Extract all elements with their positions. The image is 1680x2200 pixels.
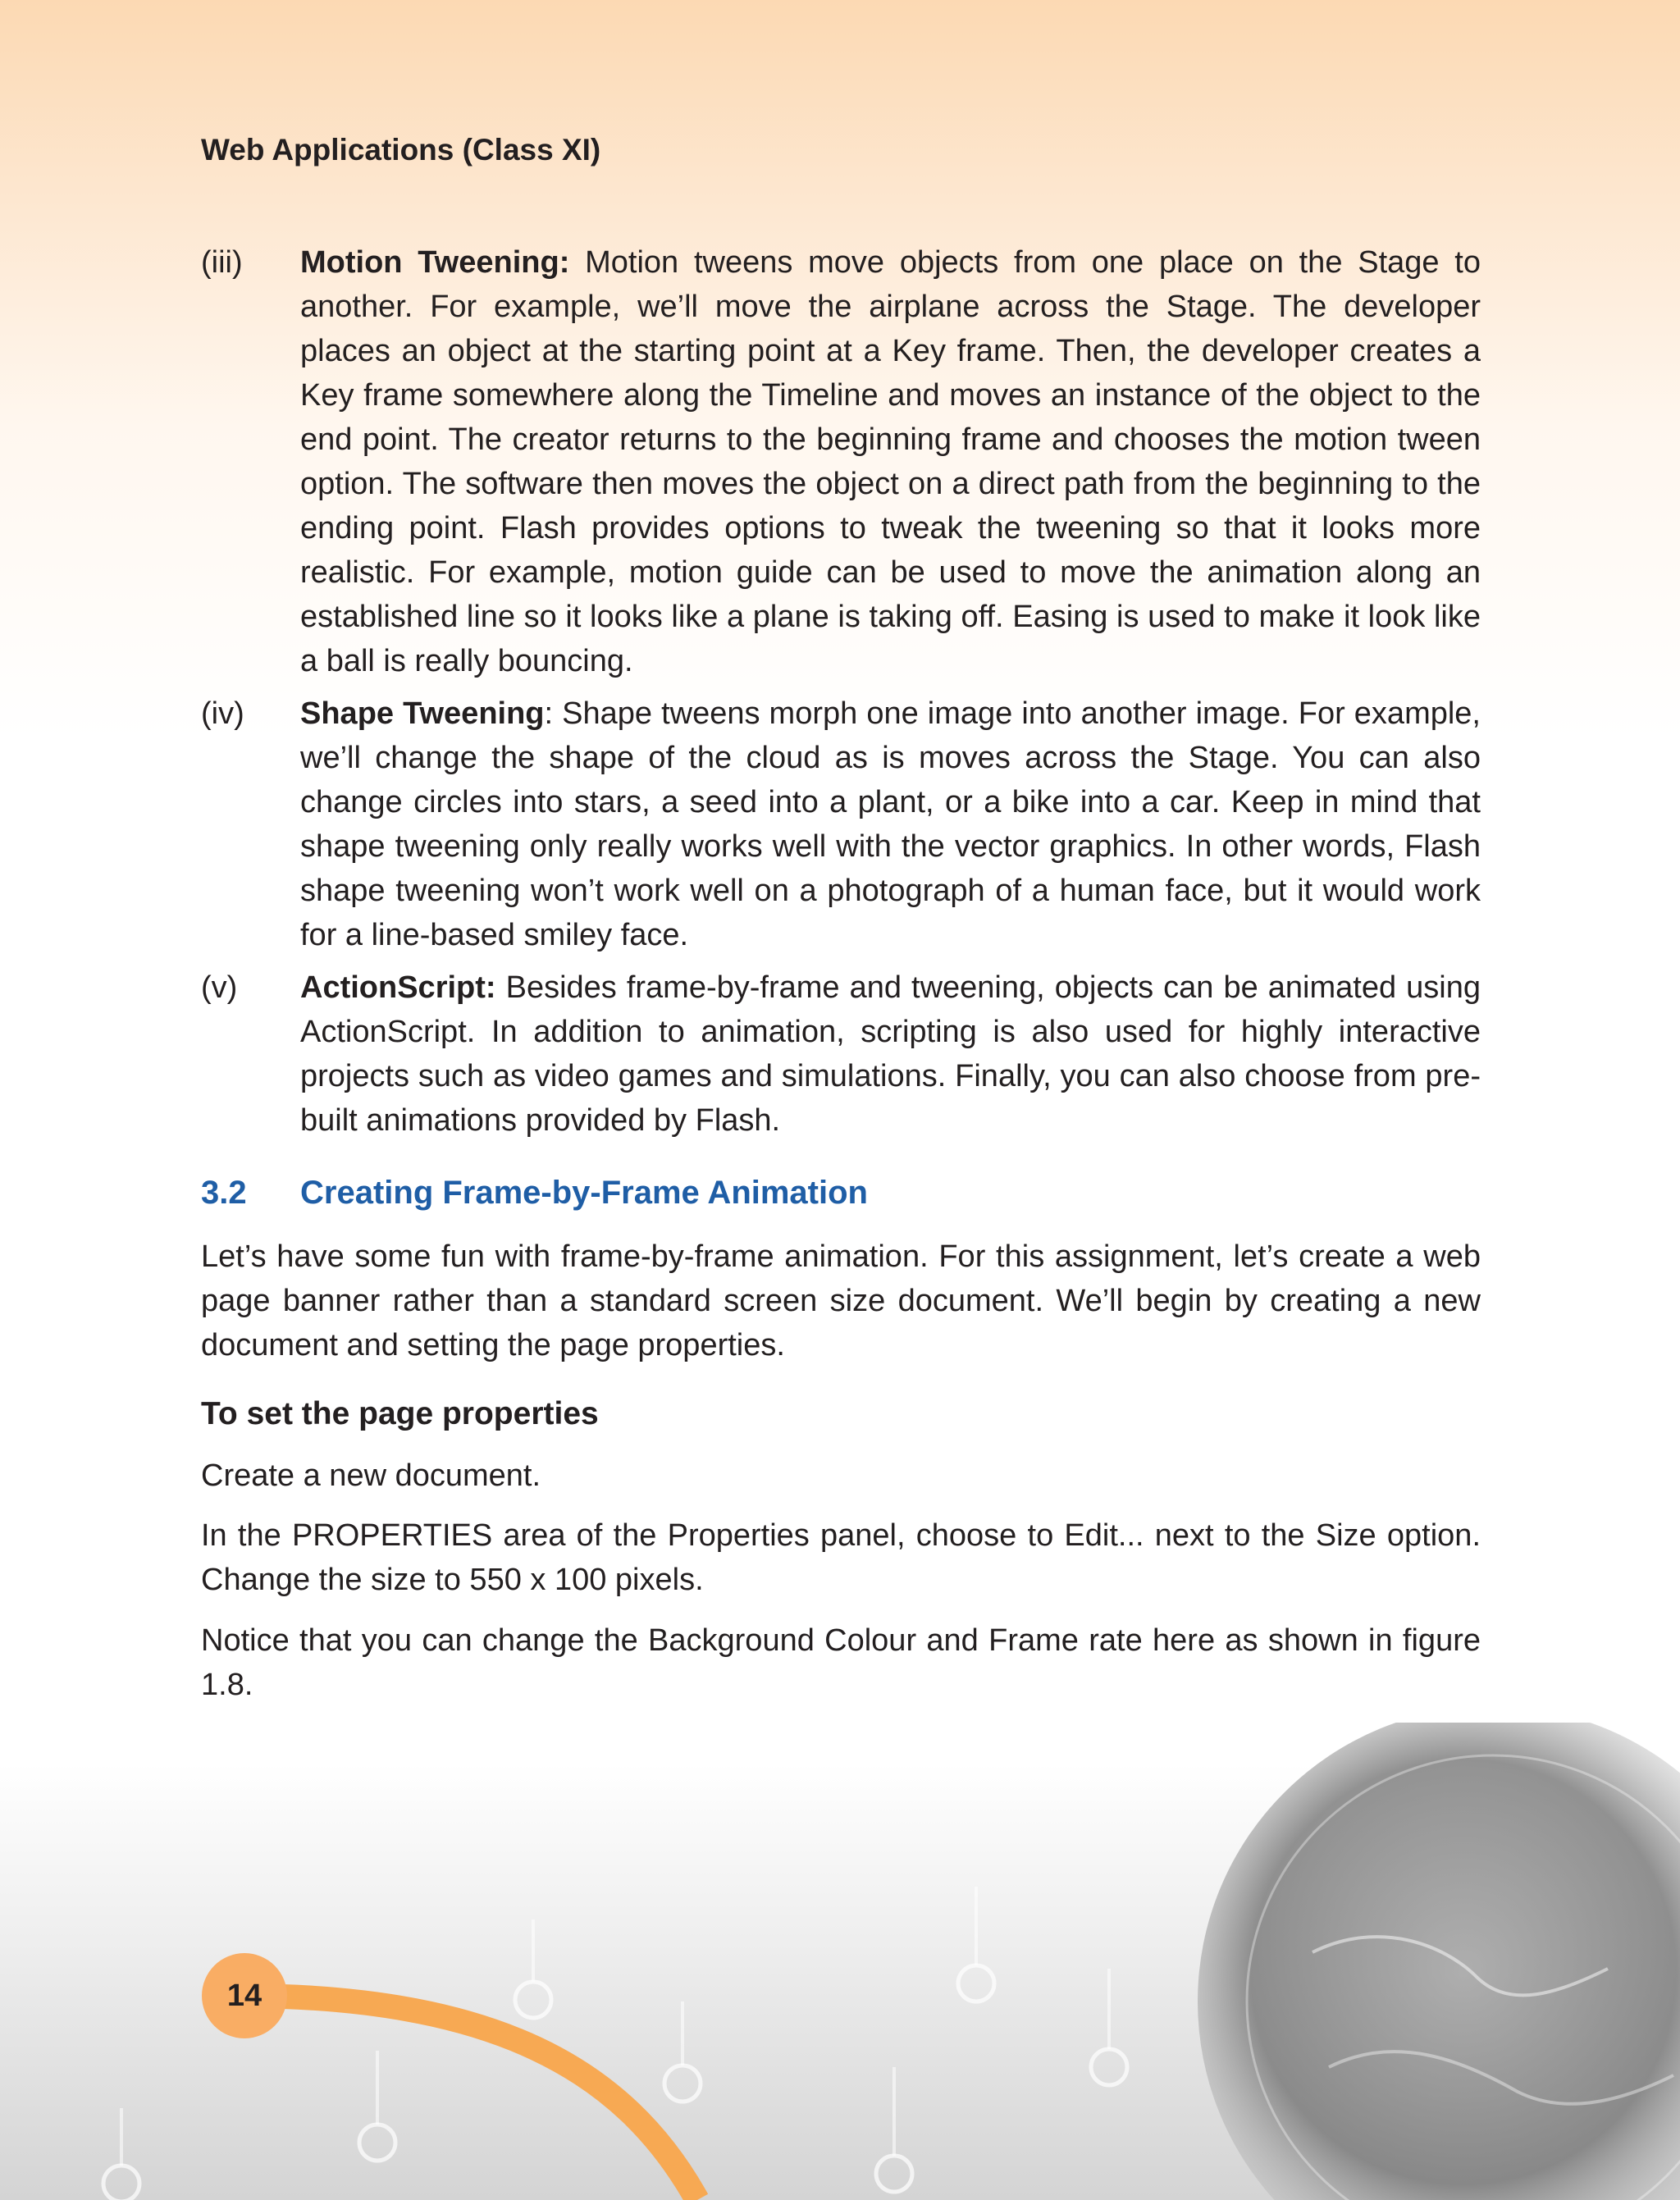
item-body bbox=[300, 691, 1481, 957]
item-text: Besides frame-by-frame and tweening, objects can be animated using ActionScript. In addition to animation, scripting is also used for highly interactive projects such as video games and simulations. Finally, you can also choose from pre-built animations provided by Flash. bbox=[300, 970, 1481, 1138]
intro-paragraph: Let’s have some fun with frame-by-frame animation. For this assignment, let’s create a web page banner rather than a standard screen size document. We’ll begin by creating a new document and setting the page properties. bbox=[201, 1239, 1481, 1362]
item-term: Motion Tweening: bbox=[300, 245, 570, 280]
item-number: (iv) bbox=[201, 696, 244, 731]
step-paragraph: In the PROPERTIES area of the Properties panel, choose to Edit... next to the Size option. Change the size to 550 x 100 pixels. bbox=[201, 1518, 1481, 1597]
item-term: Shape Tweening bbox=[300, 696, 545, 731]
item-text: : Shape tweens morph one image into another image. For example, we’ll change the shape of the cloud as is moves across the Stage. You can also change circles into stars, a seed into a plant, or a bike into a car. Keep in mind that shape tweening only really works well with the vector graphics. In other words, Flash shape tweening won’t work well on a photograph of a human face, but it would work for a line-based smiley face. bbox=[300, 696, 1481, 952]
item-body bbox=[300, 240, 1481, 683]
running-title: Web Applications (Class XI) bbox=[201, 133, 601, 167]
section-number: 3.2 bbox=[201, 1175, 247, 1211]
list-item bbox=[201, 691, 1481, 957]
section-title: Creating Frame-by-Frame Animation bbox=[300, 1175, 868, 1211]
list-item bbox=[201, 240, 1481, 683]
definition-list bbox=[201, 240, 1481, 1151]
item-text: Motion tweens move objects from one place on the Stage to another. For example, we’ll move the airplane across the Stage. The developer places an object at the starting point at a Key frame. Then, the developer creates a Key frame somewhere along the Timeline and moves an instance of the object to the end point. The creator returns to the beginning frame and chooses the motion tween option. The software then moves the object on a direct path from the beginning to the ending point. Flash provides options to tweak the tweening so that it looks more realistic. For example, motion guide can be used to move the animation along an established line so it looks like a plane is taking off. Easing is used to make it look like a ball is really bouncing. bbox=[300, 245, 1481, 678]
item-number: (iii) bbox=[201, 245, 243, 280]
item-body bbox=[300, 965, 1481, 1143]
page-number-badge: 14 bbox=[202, 1953, 287, 2038]
section-heading bbox=[201, 1175, 868, 1212]
step-paragraph: Notice that you can change the Background Colour and Frame rate here as shown in figure 1.8. bbox=[201, 1623, 1481, 1702]
subheading: To set the page properties bbox=[201, 1396, 599, 1431]
item-term: ActionScript: bbox=[300, 970, 496, 1005]
step-paragraph: Create a new document. bbox=[201, 1458, 541, 1493]
list-item bbox=[201, 965, 1481, 1143]
item-number: (v) bbox=[201, 970, 238, 1005]
